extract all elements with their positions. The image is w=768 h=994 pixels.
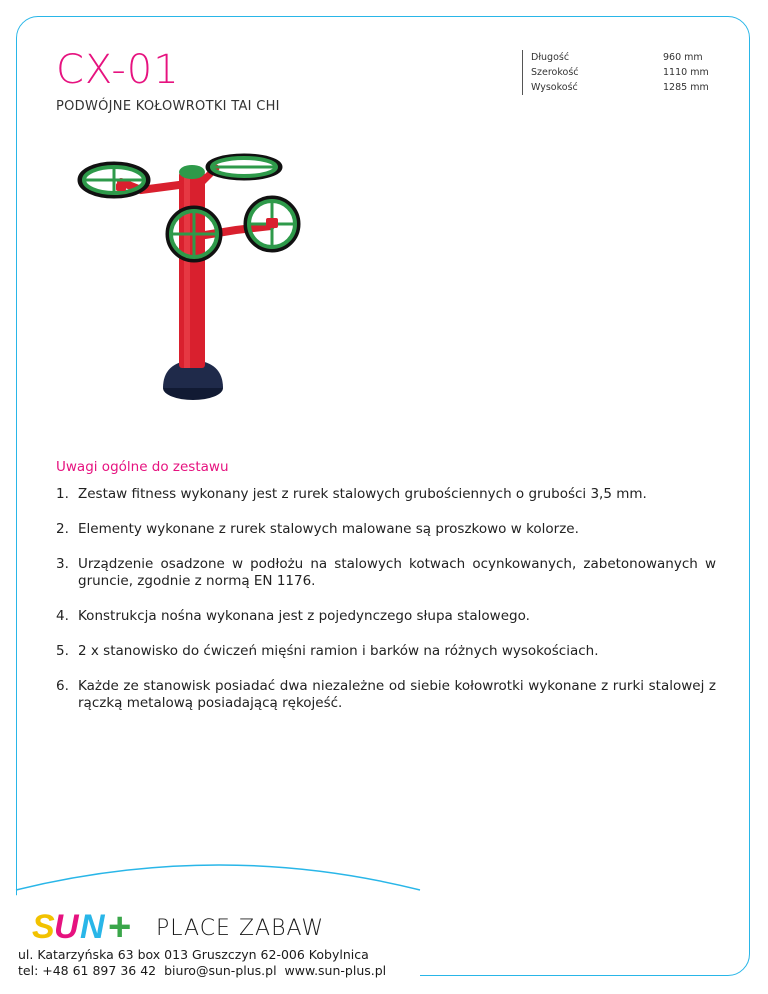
dimension-row bbox=[531, 65, 716, 80]
dimension-label: Długość bbox=[531, 52, 570, 63]
dimension-value: 1110 mm bbox=[663, 67, 709, 78]
svg-text:N: N bbox=[80, 908, 105, 946]
dimension-label: Szerokość bbox=[531, 67, 579, 78]
dimension-value: 960 mm bbox=[663, 52, 703, 63]
list-item: 2. Elementy wykonane z rurek stalowych malowane są proszkowo w kolorze. bbox=[56, 521, 579, 537]
product-illustration bbox=[66, 150, 336, 420]
notes-list bbox=[56, 486, 716, 730]
list-item: 6. Każde ze stanowisk posiadać dwa niezależne od siebie kołowrotki wykonane z rurki stalowej z rączką metalową posiadającą rękojeść. bbox=[56, 678, 716, 711]
post bbox=[179, 172, 205, 368]
dimension-value: 1285 mm bbox=[663, 82, 709, 93]
list-item: 5. 2 x stanowisko do ćwiczeń mięśni ramion i barków na różnych wysokościach. bbox=[56, 643, 599, 659]
wheel-upper-left bbox=[80, 164, 148, 196]
list-item: 1. Zestaw fitness wykonany jest z rurek stalowych grubościennych o grubości 3,5 mm. bbox=[56, 486, 647, 502]
dimension-label: Wysokość bbox=[531, 82, 578, 93]
list-item: 3. Urządzenie osadzone w podłożu na stalowych kotwach ocynkowanych, zabetonowanych w gruncie, zgodnie z normą EN 1176. bbox=[56, 556, 716, 589]
address-line: ul. Katarzyńska 63 box 013 Gruszczyn 62-006 Kobylnica bbox=[18, 947, 369, 962]
brand-tagline: PLACE ZABAW bbox=[156, 916, 325, 941]
sun-plus-logo bbox=[30, 906, 148, 946]
product-code: CX-01 bbox=[56, 47, 180, 93]
contact-row bbox=[18, 963, 394, 979]
wheel-lower-left bbox=[168, 208, 220, 260]
dimensions-table bbox=[522, 50, 716, 95]
svg-text:S: S bbox=[32, 908, 55, 946]
website-link[interactable]: www.sun-plus.pl bbox=[284, 963, 387, 978]
product-name: PODWÓJNE KOŁOWROTKI TAI CHI bbox=[56, 99, 280, 114]
wheel-upper-right bbox=[208, 156, 280, 178]
email-link[interactable]: biuro@sun-plus.pl bbox=[164, 963, 277, 978]
post-cap bbox=[179, 165, 205, 179]
list-item: 4. Konstrukcja nośna wykonana jest z pojedynczego słupa stalowego. bbox=[56, 608, 530, 624]
dimension-row bbox=[531, 50, 716, 65]
company-address bbox=[18, 947, 394, 979]
section-title: Uwagi ogólne do zestawu bbox=[56, 459, 229, 475]
dimension-row bbox=[531, 80, 716, 95]
phone-number: tel: +48 61 897 36 42 bbox=[18, 963, 157, 978]
svg-text:+: + bbox=[108, 906, 132, 946]
svg-text:U: U bbox=[54, 908, 79, 946]
